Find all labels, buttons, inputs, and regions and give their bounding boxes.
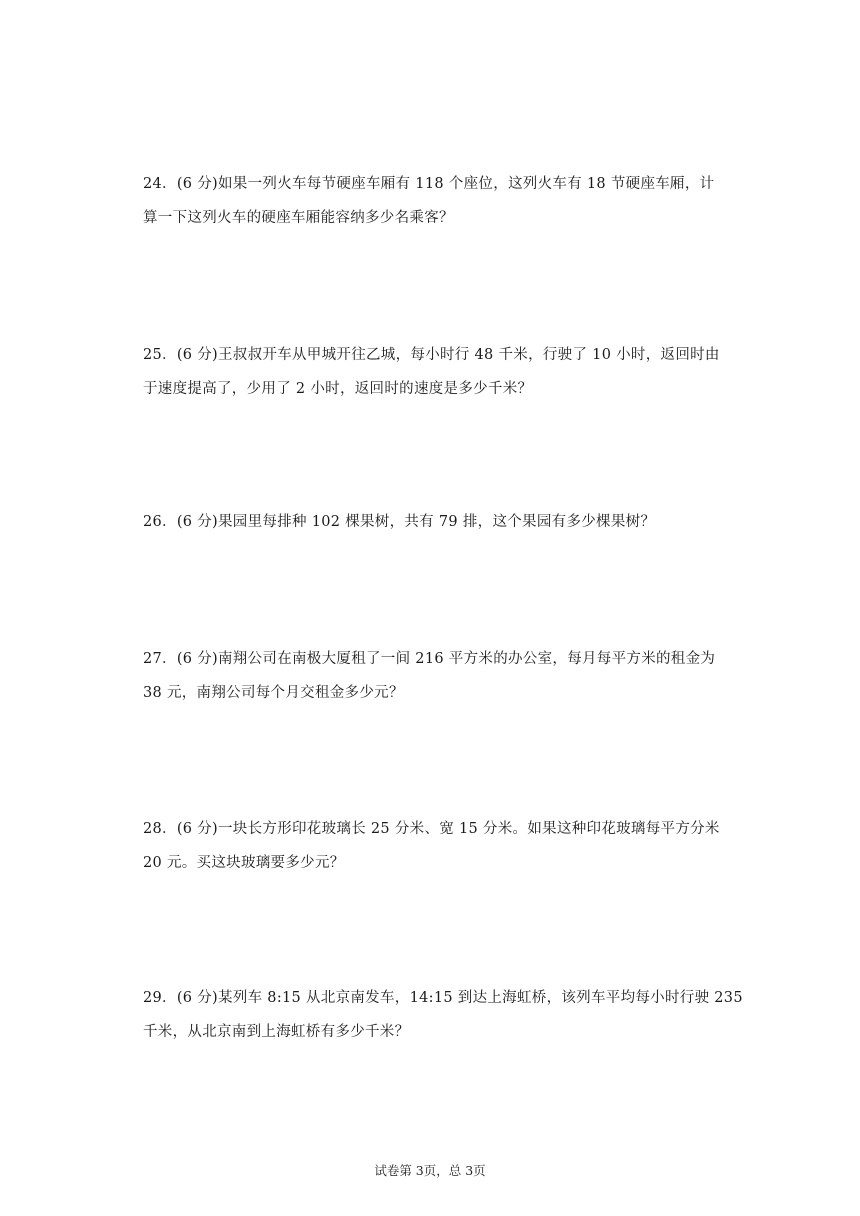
question-24-line-1: 24．(6 分)如果一列火车每节硬座车厢有 118 个座位，这列火车有 18 节硬座车厢，计 [143, 176, 715, 192]
question-27-line-1: 27．(6 分)南翔公司在南极大厦租了一间 216 平方米的办公室，每月每平方米的租金为 [143, 651, 716, 667]
question-24-line-2: 算一下这列火车的硬座车厢能容纳多少名乘客？ [143, 210, 454, 226]
question-25-line-2: 于速度提高了，少用了 2 小时，返回时的速度是多少千米？ [143, 381, 533, 397]
question-25-line-1: 25．(6 分)王叔叔开车从甲城开往乙城，每小时行 48 千米，行驶了 10 小时，返回时由 [143, 347, 720, 363]
question-28-line-1: 28．(6 分)一块长方形印花玻璃长 25 分米、宽 15 分米。如果这种印花玻璃每平方分米 [143, 821, 720, 837]
question-24 [143, 167, 725, 235]
question-28-line-2: 20 元。买这块玻璃要多少元？ [143, 855, 345, 871]
question-28 [143, 812, 725, 880]
page-footer: 试卷第 3页，总 3页 [374, 1163, 486, 1178]
question-25 [143, 338, 725, 406]
question-26 [143, 505, 725, 539]
question-26-line-1: 26．(6 分)果园里每排种 102 棵果树，共有 79 排，这个果园有多少棵果树？ [143, 514, 656, 530]
question-29 [143, 981, 743, 1049]
question-29-line-1: 29．(6 分)某列车 8:15 从北京南发车，14:15 到达上海虹桥，该列车平均每小时行驶 235 [143, 990, 743, 1006]
question-27 [143, 642, 725, 710]
question-27-line-2: 38 元，南翔公司每个月交租金多少元？ [143, 685, 404, 701]
question-29-line-2: 千米，从北京南到上海虹桥有多少千米？ [143, 1024, 410, 1040]
